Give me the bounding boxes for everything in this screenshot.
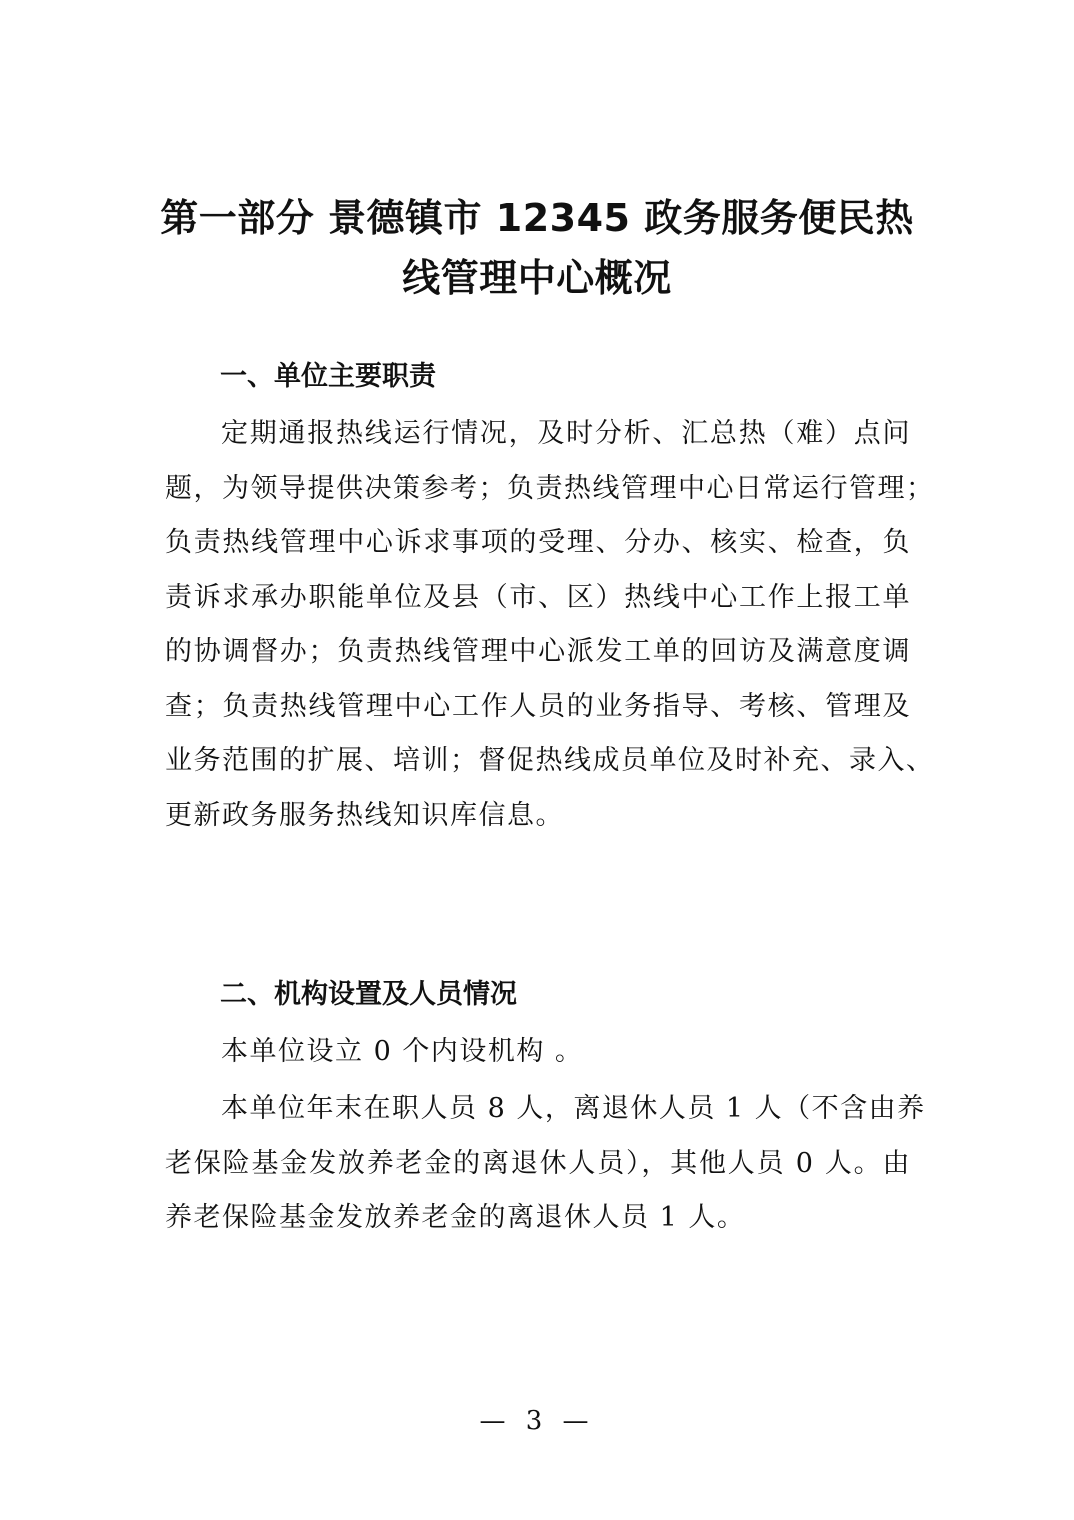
duties-paragraph: [165, 407, 935, 843]
title-line-1: 第一部分 景德镇市 12345 政务服务便民热: [160, 196, 914, 240]
paragraph-line: 养老保险基金发放养老金的离退休人员 1 人。: [165, 1202, 746, 1233]
paragraph-line: 业务范围的扩展、培训；督促热线成员单位及时补充、录入、: [165, 745, 935, 776]
organization-paragraph-1: [165, 1025, 911, 1080]
paragraph-line: 本单位年末在职人员 8 人，离退休人员 1 人（不含由养: [221, 1093, 926, 1124]
paragraph-line: 本单位设立 0 个内设机构 。: [221, 1036, 584, 1067]
paragraph-line: 老保险基金发放养老金的离退休人员），其他人员 0 人。由: [165, 1147, 911, 1179]
page-number: — 3 —: [479, 1406, 595, 1436]
paragraph-line: 的协调督办；负责热线管理中心派发工单的回访及满意度调: [165, 636, 911, 667]
paragraph-line: 更新政务服务热线知识库信息。: [165, 799, 564, 831]
paragraph-line: 责诉求承办职能单位及县（市、区）热线中心工作上报工单: [165, 581, 911, 613]
staff-paragraph: [165, 1082, 926, 1246]
paragraph-line: 负责热线管理中心诉求事项的受理、分办、核实、检查，负: [165, 527, 911, 558]
title-line-2: 线管理中心概况: [402, 256, 672, 300]
page-title: [150, 188, 924, 308]
paragraph-line: 查；负责热线管理中心工作人员的业务指导、考核、管理及: [165, 690, 911, 722]
paragraph-line: 定期通报热线运行情况，及时分析、汇总热（难）点问: [221, 418, 911, 449]
section-heading-duties: 一、单位主要职责: [220, 361, 436, 392]
section-heading-organization: 二、机构设置及人员情况: [220, 979, 517, 1010]
paragraph-line: 题，为领导提供决策参考；负责热线管理中心日常运行管理；: [165, 472, 935, 504]
